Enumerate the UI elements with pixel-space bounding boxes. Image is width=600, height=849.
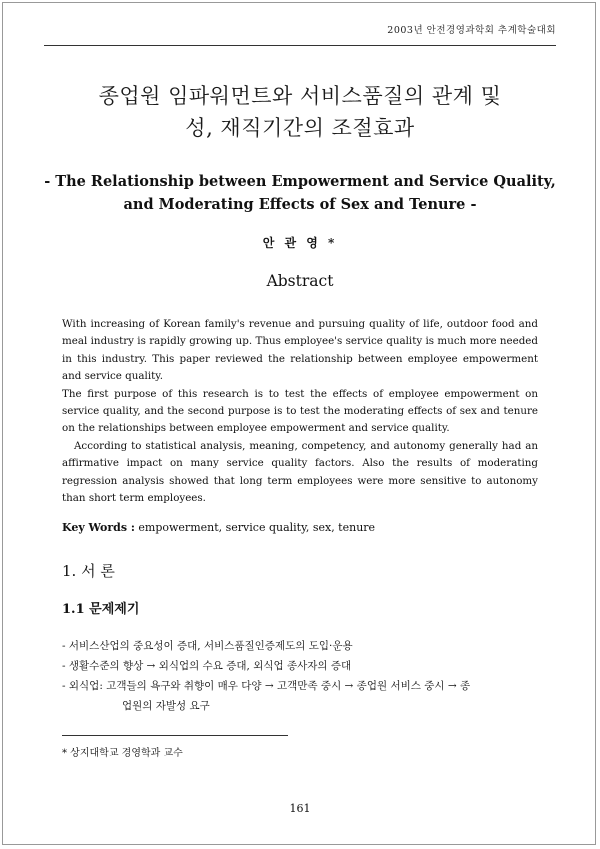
- abstract-heading: Abstract: [266, 272, 334, 290]
- abstract-paragraph-3: According to statistical analysis, meaning, competency, and autonomy generally had an affirmative impact on many service quality factors. Also the results of moderating regression analysis showed that long term employees were more sensitive to autonomy than short term employees.: [62, 439, 538, 505]
- english-title-line-1: - The Relationship between Empowerment and Service Quality,: [44, 173, 556, 190]
- footnote-rule: [62, 735, 288, 736]
- section-heading: 1. 서 론: [62, 562, 115, 580]
- subsection-heading: 1.1 문제제기: [62, 602, 140, 617]
- author-name: 안 관 영 *: [262, 236, 338, 250]
- list-item-continuation: 업원의 자발성 요구: [122, 700, 210, 712]
- korean-title-line-2: 성, 재직기간의 조절효과: [185, 116, 415, 140]
- abstract-paragraph-2: The first purpose of this research is to test the effects of employee empowerment on service quality, and the second purpose is to test the moderating effects of sex and tenure on the relationships between employee empowerment and service quality.: [62, 387, 538, 435]
- footnote: * 상지대학교 경영학과 교수: [62, 748, 183, 759]
- abstract-body: [62, 316, 538, 507]
- list-item: - 외식업: 고객들의 욕구와 취향이 매우 다양 → 고객만족 중시 → 종업원 서비스 중시 → 종: [62, 680, 471, 692]
- abstract-paragraph-1: With increasing of Korean family's revenue and pursuing quality of life, outdoor food and meal industry is rapidly growing up. Thus employee's service quality is much more needed in this industry. This paper reviewed the relationship between employee empowerment and service quality.: [62, 318, 538, 383]
- conference-header: 2003년 안전경영과학회 추계학술대회: [387, 25, 556, 36]
- keywords-label: Key Words :: [62, 521, 135, 534]
- list-item: - 생활수준의 향상 → 외식업의 수요 증대, 외식업 종사자의 증대: [62, 660, 352, 672]
- bullet-list: [62, 636, 538, 716]
- keywords-value: empowerment, service quality, sex, tenure: [138, 521, 376, 534]
- korean-title: [0, 80, 600, 144]
- list-item: - 서비스산업의 중요성이 증대, 서비스품질인증제도의 도입·운용: [62, 640, 353, 652]
- keywords: [62, 521, 375, 534]
- korean-title-line-1: 종업원 임파워먼트와 서비스품질의 관계 및: [98, 84, 502, 108]
- header-rule: [44, 45, 556, 46]
- english-title: [0, 170, 600, 216]
- page-number: 161: [289, 802, 311, 815]
- english-title-line-2: and Moderating Effects of Sex and Tenure -: [123, 196, 477, 213]
